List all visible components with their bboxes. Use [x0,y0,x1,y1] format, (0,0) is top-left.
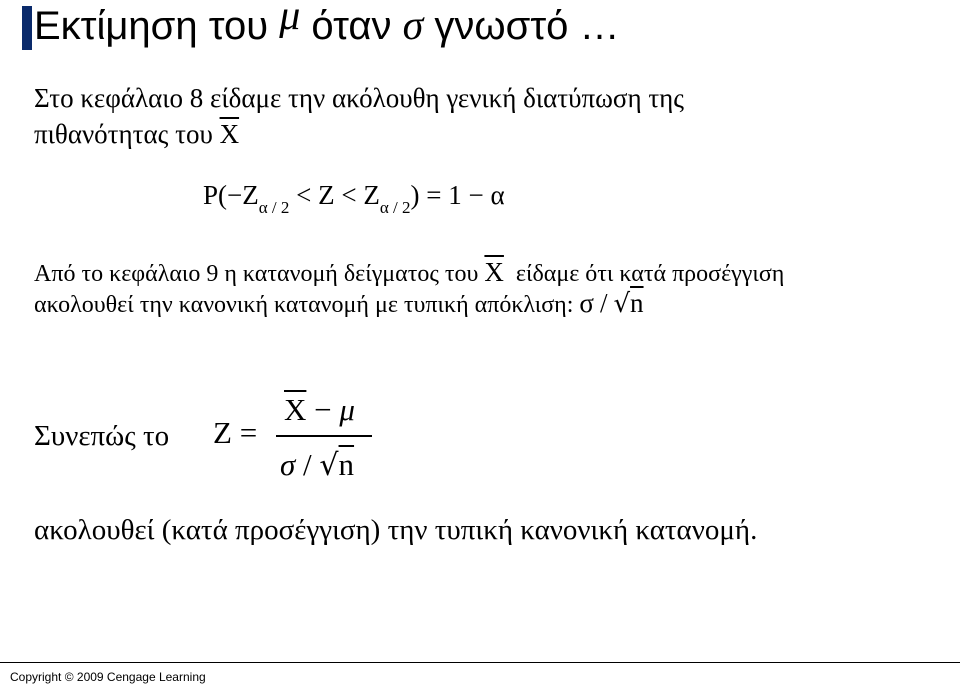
title-prefix: Εκτίμηση του [34,4,269,48]
paragraph2-line2-text: ακολουθεί την κανονική κατανομή με τυπική απόκλιση: [34,292,574,318]
conclusion-text: ακολουθεί (κατά προσέγγιση) την τυπική κανονική κατανομή. [34,514,758,546]
formula1-sub2: α / 2 [379,198,411,217]
copyright-text: 2009 Cengage Learning [76,670,206,684]
fraction-bar [276,435,372,437]
formula1-z3: Z [363,180,380,210]
formula2-z: Z [213,415,232,450]
formula2-eq: = [239,415,258,450]
paragraph1-line1: Στο κεφάλαιο 8 είδαμε την ακόλουθη γενική διατύπωση της [34,83,684,113]
paragraph2-line1-a: Από το κεφάλαιο 9 η κατανομή δείγματος του [34,261,479,287]
xbar-symbol: $\overline{X}$ [219,119,240,149]
formula2-den-sigma: σ [280,447,296,482]
formula1-lt2: < [341,180,357,210]
z-variable [213,415,257,451]
slash-symbol: / [599,288,608,318]
formula1-z1: Z [242,180,259,210]
formula2-den-slash: / [303,447,312,482]
formula1-open: P( [203,180,228,210]
copyright-icon: © [64,670,74,684]
slide-title [34,0,620,52]
title-middle: όταν [311,4,392,48]
fraction-numerator [284,392,355,428]
paragraph1-line2-text: πιθανότητας του [34,119,213,149]
therefore-label: Συνεπώς το [34,420,170,452]
n-symbol: n [630,288,644,318]
title-accent-bar [22,6,32,50]
probability-formula [203,180,505,217]
formula1-lt1: < [296,180,312,210]
paragraph2-line2 [34,286,644,322]
formula2-num-minus: − [314,392,332,427]
sigma-symbol: σ [579,288,594,318]
formula1-sub1: α / 2 [258,198,290,217]
formula2-num-x: $\overline{X}$ [284,392,307,427]
xbar-symbol-2: $\overline{X}$ [484,257,504,287]
formula1-z2: Z [318,180,335,210]
formula1-eq: = [426,180,442,210]
paragraph2-line1-b: είδαμε ότι κατά προσέγγιση [515,261,785,287]
formula2-num-mu: μ [339,392,355,427]
title-sigma-symbol: σ [402,3,424,49]
sqrt-icon-2: √ [319,448,339,483]
copyright-footer [10,669,206,685]
footer-divider [0,662,960,663]
fraction-denominator [280,447,354,483]
formula1-minus: − [227,180,243,210]
formula1-rhs: 1 − α [448,180,505,210]
formula2-den-n: n [338,447,355,482]
sqrt-icon: √ [613,289,631,319]
formula1-close: ) [410,180,420,210]
paragraph1-line2 [34,117,239,151]
title-suffix: γνωστό … [434,4,620,48]
copyright-prefix: Copyright [10,670,62,684]
title-mu-symbol: μ [279,0,301,39]
